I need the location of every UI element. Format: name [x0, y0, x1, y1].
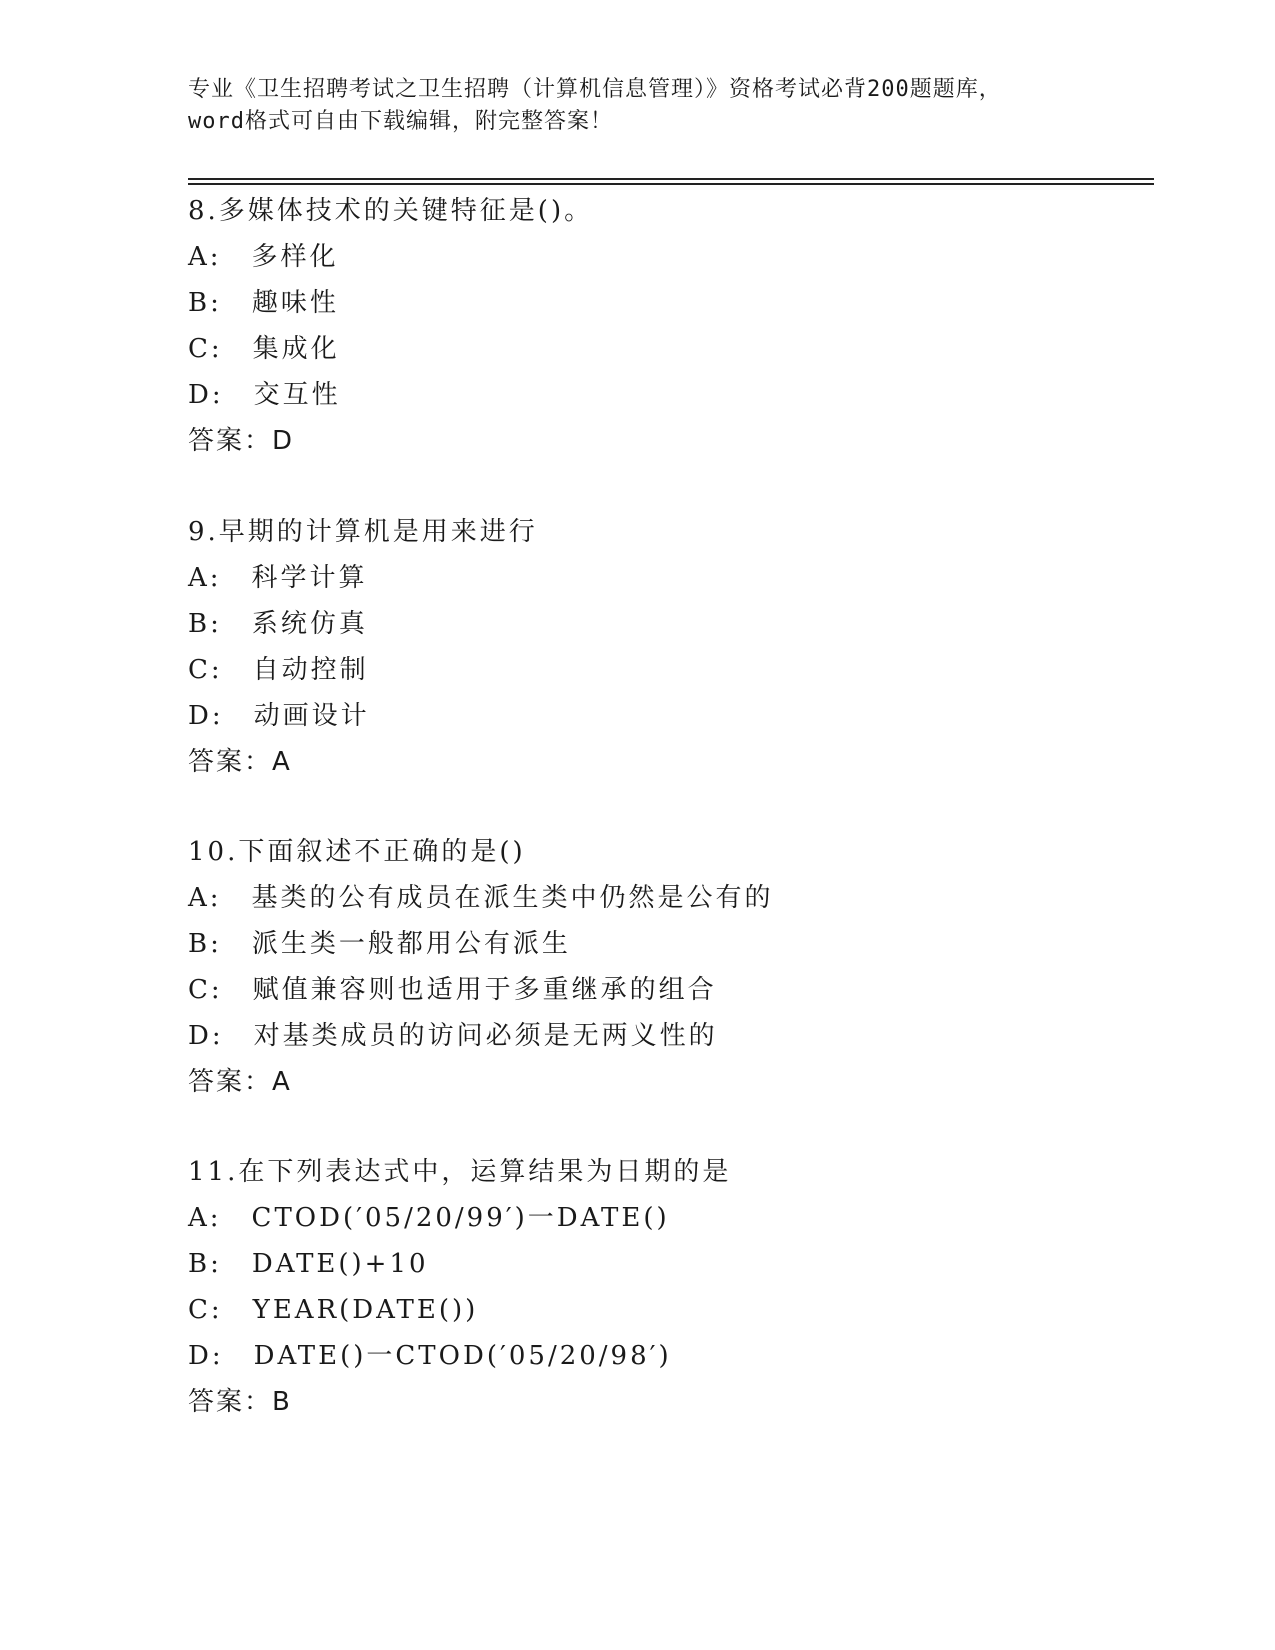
option-letter: B: — [188, 1249, 222, 1279]
header-line-1: 专业《卫生招聘考试之卫生招聘（计算机信息管理）》资格考试必背200题题库， — [188, 77, 1002, 102]
option-text: DATE()+10 — [251, 1249, 429, 1279]
option-text: 派生类一般都用公有派生 — [251, 929, 571, 959]
header-divider-bottom — [188, 183, 1154, 185]
option-letter: D: — [188, 1341, 224, 1371]
option-c — [188, 1287, 1128, 1333]
question-block — [188, 829, 1128, 1105]
option-text: 对基类成员的访问必须是无两义性的 — [253, 1021, 718, 1051]
option-b — [188, 601, 1128, 647]
option-letter: C: — [188, 1295, 223, 1325]
option-b — [188, 921, 1128, 967]
option-c — [188, 326, 1128, 372]
option-text: DATE()一CTOD(′05/20/98′) — [253, 1341, 672, 1371]
question-stem: 9.早期的计算机是用来进行 — [188, 517, 538, 547]
document-header — [188, 74, 1088, 138]
option-letter: D: — [188, 701, 224, 731]
option-d — [188, 693, 1128, 739]
option-d — [188, 1013, 1128, 1059]
question-stem: 11.在下列表达式中，运算结果为日期的是 — [188, 1157, 732, 1187]
option-letter: B: — [188, 288, 222, 318]
option-letter: A: — [188, 563, 222, 593]
option-text: 科学计算 — [251, 563, 368, 593]
option-letter: C: — [188, 334, 223, 364]
header-divider-top — [188, 178, 1154, 180]
option-b — [188, 280, 1128, 326]
option-a — [188, 234, 1128, 280]
option-b — [188, 1241, 1128, 1287]
option-letter: C: — [188, 655, 223, 685]
option-letter: C: — [188, 975, 223, 1005]
option-text: 集成化 — [252, 334, 340, 364]
answer-line: 答案：D — [188, 426, 295, 456]
question-block — [188, 188, 1128, 464]
option-letter: B: — [188, 929, 222, 959]
option-text: YEAR(DATE()) — [252, 1295, 479, 1325]
question-block — [188, 509, 1128, 785]
option-text: 趣味性 — [251, 288, 339, 318]
option-a — [188, 1195, 1128, 1241]
option-text: CTOD(′05/20/99′)一DATE() — [251, 1203, 670, 1233]
option-text: 赋值兼容则也适用于多重继承的组合 — [252, 975, 717, 1005]
option-text: 多样化 — [251, 242, 339, 272]
option-d — [188, 372, 1128, 418]
question-block — [188, 1149, 1128, 1425]
option-letter: B: — [188, 609, 222, 639]
answer-line: 答案：B — [188, 1387, 292, 1417]
option-letter: A: — [188, 242, 222, 272]
option-a — [188, 555, 1128, 601]
question-stem: 8.多媒体技术的关键特征是()。 — [188, 196, 594, 226]
option-text: 动画设计 — [253, 701, 370, 731]
option-c — [188, 967, 1128, 1013]
option-text: 自动控制 — [252, 655, 369, 685]
option-a — [188, 875, 1128, 921]
option-text: 系统仿真 — [251, 609, 368, 639]
option-c — [188, 647, 1128, 693]
option-letter: A: — [188, 883, 222, 913]
answer-line: 答案：A — [188, 1067, 292, 1097]
header-line-2: word格式可自由下载编辑，附完整答案！ — [188, 109, 613, 134]
question-stem: 10.下面叙述不正确的是() — [188, 837, 526, 867]
option-text: 基类的公有成员在派生类中仍然是公有的 — [251, 883, 774, 913]
option-letter: D: — [188, 380, 224, 410]
option-d — [188, 1333, 1128, 1379]
option-letter: D: — [188, 1021, 224, 1051]
answer-line: 答案：A — [188, 747, 292, 777]
option-text: 交互性 — [253, 380, 341, 410]
option-letter: A: — [188, 1203, 222, 1233]
